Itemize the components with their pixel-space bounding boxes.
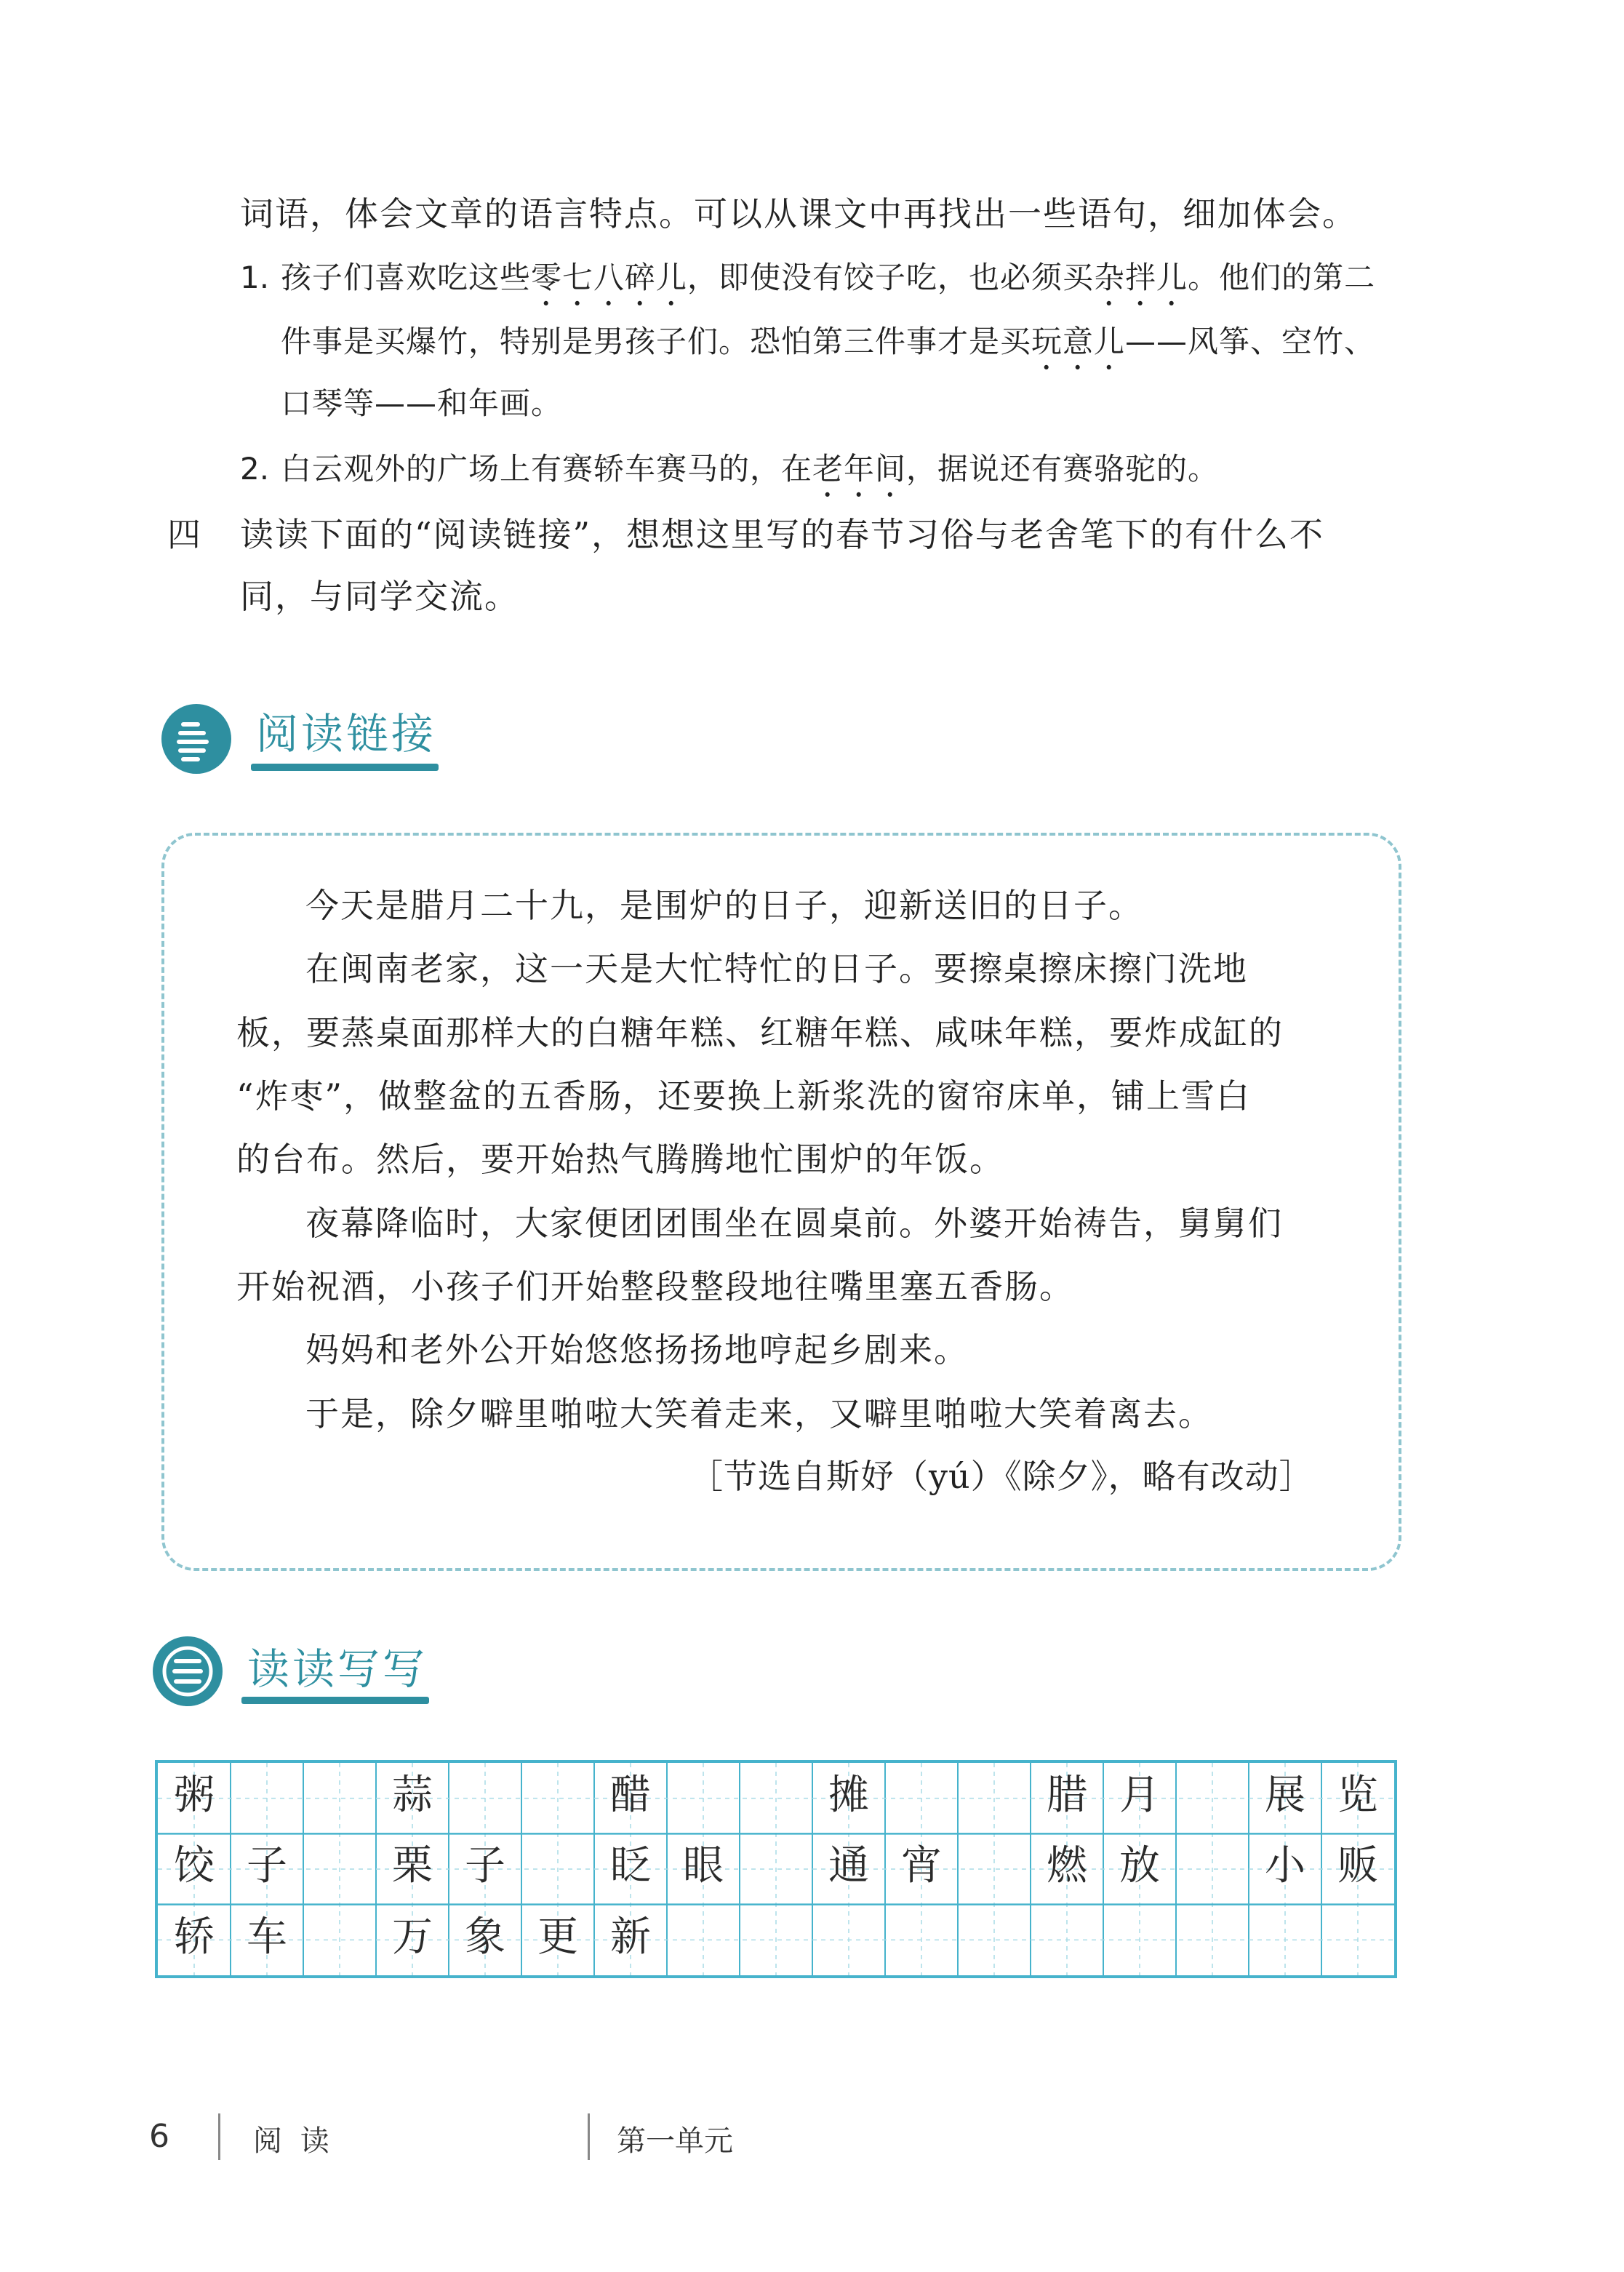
grid-character: 新 bbox=[610, 1913, 651, 1961]
text-segment: 件事是买爆竹，特别是男孩子们。恐怕第三件事才是买 bbox=[281, 324, 1032, 359]
grid-character: 粥 bbox=[174, 1772, 215, 1819]
reading-line-1: 今天是腊月二十九，是围炉的日子，迎新送旧的日子。 bbox=[305, 886, 1143, 925]
grid-character: 燃 bbox=[1047, 1842, 1087, 1890]
sentence-2 bbox=[281, 447, 1219, 504]
question-4-number: 四 bbox=[167, 515, 202, 554]
footer-divider-1 bbox=[218, 2113, 220, 2160]
grid-character: 醋 bbox=[610, 1772, 651, 1819]
grid-character: 放 bbox=[1119, 1842, 1160, 1890]
grid-character: 月 bbox=[1119, 1772, 1160, 1819]
text-segment: ，即使没有饺子吃，也必须买 bbox=[687, 260, 1095, 295]
grid-character: 宵 bbox=[901, 1842, 942, 1890]
grid-character: 小 bbox=[1265, 1842, 1305, 1890]
grid-character: 展 bbox=[1265, 1772, 1305, 1819]
sentence-2-number: 2. bbox=[240, 451, 270, 487]
dotted-word: 杂拌儿 bbox=[1094, 260, 1188, 295]
sentence-1-line-2 bbox=[281, 320, 1375, 377]
reading-link-underline bbox=[251, 764, 439, 771]
reading-line-4: “炸枣”，做整盆的五香肠，还要换上新浆洗的窗帘床单，铺上雪白 bbox=[236, 1076, 1252, 1116]
reading-link-badge-icon bbox=[161, 704, 231, 774]
reading-line-2: 在闽南老家，这一天是大忙特忙的日子。要擦桌擦床擦门洗地 bbox=[305, 949, 1248, 988]
grid-lines bbox=[158, 1763, 1394, 1975]
page-number: 6 bbox=[149, 2118, 169, 2155]
grid-character: 眼 bbox=[683, 1842, 724, 1890]
reading-line-9: 于是，除夕噼里啪啦大笑着走来，又噼里啪啦大笑着离去。 bbox=[305, 1394, 1213, 1433]
sentence-1-line-1 bbox=[281, 256, 1375, 313]
grid-character: 览 bbox=[1337, 1772, 1378, 1819]
text-segment: 。他们的第二 bbox=[1188, 260, 1376, 295]
question-4-line-1: 读读下面的“阅读链接”，想想这里写的春节习俗与老舍笔下的有什么不 bbox=[240, 515, 1325, 554]
reading-source: ［节选自斯妤（yú）《除夕》，略有改动］ bbox=[689, 1457, 1313, 1496]
footer-section: 阅 读 bbox=[253, 2124, 334, 2158]
reading-link-title: 阅读链接 bbox=[256, 709, 437, 759]
grid-character: 眨 bbox=[610, 1842, 651, 1890]
grid-character: 万 bbox=[392, 1913, 433, 1961]
writing-grid bbox=[155, 1760, 1397, 1978]
grid-character: 更 bbox=[537, 1913, 578, 1961]
dotted-word: 零七八碎儿 bbox=[531, 260, 688, 295]
grid-character: 子 bbox=[465, 1842, 505, 1890]
sentence-1-line-3: 口琴等——和年画。 bbox=[281, 385, 563, 421]
text-segment: ，据说还有赛骆驼的。 bbox=[906, 451, 1220, 487]
read-write-underline bbox=[241, 1697, 429, 1704]
reading-line-5: 的台布。然后，要开始热气腾腾地忙围炉的年饭。 bbox=[236, 1140, 1004, 1179]
grid-character: 通 bbox=[828, 1842, 869, 1890]
text-segment: 孩子们喜欢吃这些 bbox=[281, 260, 532, 295]
read-write-badge-icon bbox=[153, 1636, 223, 1706]
grid-character: 轿 bbox=[174, 1913, 215, 1961]
exercise-line-1: 词语，体会文章的语言特点。可以从课文中再找出一些语句，细加体会。 bbox=[240, 194, 1357, 233]
dotted-word: 老年间 bbox=[812, 451, 907, 487]
text-segment: 白云观外的广场上有赛轿车赛马的，在 bbox=[281, 451, 813, 487]
book-lines-icon bbox=[161, 704, 231, 774]
grid-character: 象 bbox=[465, 1913, 505, 1961]
sentence-1-number: 1. bbox=[240, 260, 270, 295]
grid-character: 摊 bbox=[828, 1772, 869, 1819]
reading-line-8: 妈妈和老外公开始悠悠扬扬地哼起乡剧来。 bbox=[305, 1330, 969, 1369]
reading-line-3: 板，要蒸桌面那样大的白糖年糕、红糖年糕、咸味年糕，要炸成缸的 bbox=[236, 1013, 1284, 1052]
footer-unit: 第一单元 bbox=[617, 2124, 733, 2158]
grid-character: 车 bbox=[247, 1913, 287, 1961]
lines-icon bbox=[153, 1636, 223, 1706]
footer-divider-2 bbox=[588, 2113, 590, 2160]
grid-character: 蒜 bbox=[392, 1772, 433, 1819]
grid-character: 贩 bbox=[1337, 1842, 1378, 1890]
text-segment: ——风筝、空竹、 bbox=[1125, 324, 1376, 359]
grid-character: 栗 bbox=[392, 1842, 433, 1890]
read-write-title: 读读写写 bbox=[247, 1644, 428, 1694]
reading-line-6: 夜幕降临时，大家便团团围坐在圆桌前。外婆开始祷告，舅舅们 bbox=[305, 1204, 1283, 1243]
grid-character: 饺 bbox=[174, 1842, 215, 1890]
question-4-line-2: 同，与同学交流。 bbox=[240, 577, 519, 616]
grid-character: 子 bbox=[247, 1842, 287, 1890]
reading-line-7: 开始祝酒，小孩子们开始整段整段地往嘴里塞五香肠。 bbox=[236, 1267, 1074, 1306]
grid-character: 腊 bbox=[1047, 1772, 1087, 1819]
dotted-word: 玩意儿 bbox=[1031, 324, 1126, 359]
